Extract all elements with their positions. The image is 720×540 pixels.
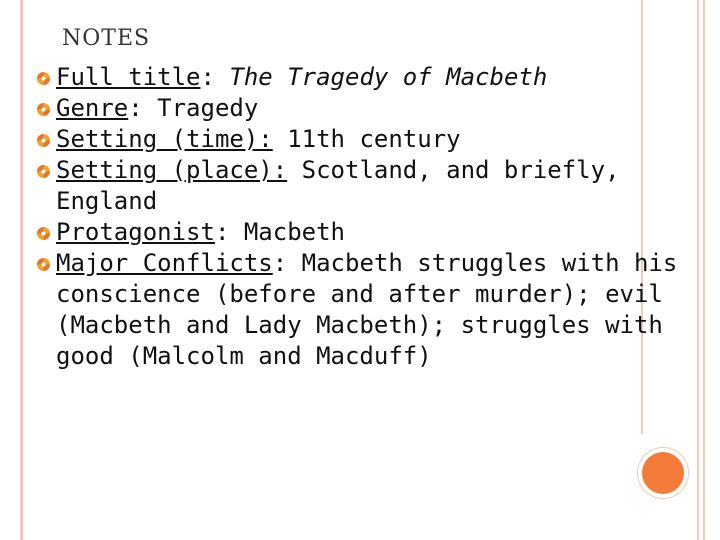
list-item-setting-place: [36, 155, 688, 217]
item-value: Macbeth struggles with his conscience (before and after murder); evil (Macbeth and Lady Macbeth); struggles with good (Malcolm and Macduff): [56, 249, 678, 370]
right-frame-line-outer: [697, 0, 699, 540]
item-separator: [287, 156, 301, 184]
list-item-full-title: [36, 62, 688, 93]
item-value: Scotland, and briefly, England: [56, 156, 620, 215]
item-label: Genre: [56, 94, 129, 122]
item-separator: :: [214, 218, 244, 246]
left-rule: [20, 0, 23, 540]
slide-title: NOTES: [62, 26, 151, 51]
item-label: Major Conflicts: [56, 249, 273, 277]
item-value: The Tragedy of Macbeth: [229, 63, 548, 91]
item-separator: :: [272, 249, 302, 277]
right-frame-line-inner: [703, 0, 705, 540]
list-item-setting-time: [36, 124, 688, 155]
pinwheel-bullet-icon: [36, 164, 51, 179]
item-separator: [273, 125, 287, 153]
notes-list: [36, 62, 688, 372]
orange-circle-icon: [642, 452, 684, 494]
pinwheel-bullet-icon: [36, 71, 51, 86]
item-value: 11th century: [287, 125, 461, 153]
item-value: Tragedy: [157, 94, 259, 122]
list-item-protagonist: [36, 217, 688, 248]
item-label: Setting (time):: [56, 125, 273, 153]
item-label: Full title: [56, 63, 201, 91]
pinwheel-bullet-icon: [36, 133, 51, 148]
item-value: Macbeth: [243, 218, 346, 246]
list-item-major-conflicts: [36, 248, 688, 372]
item-label: Setting (place):: [56, 156, 288, 184]
list-item-genre: [36, 93, 688, 124]
pinwheel-bullet-icon: [36, 102, 51, 117]
pinwheel-bullet-icon: [36, 226, 51, 241]
item-separator: :: [200, 63, 230, 91]
item-separator: :: [128, 94, 158, 122]
item-label: Protagonist: [56, 218, 215, 246]
pinwheel-bullet-icon: [36, 257, 51, 272]
